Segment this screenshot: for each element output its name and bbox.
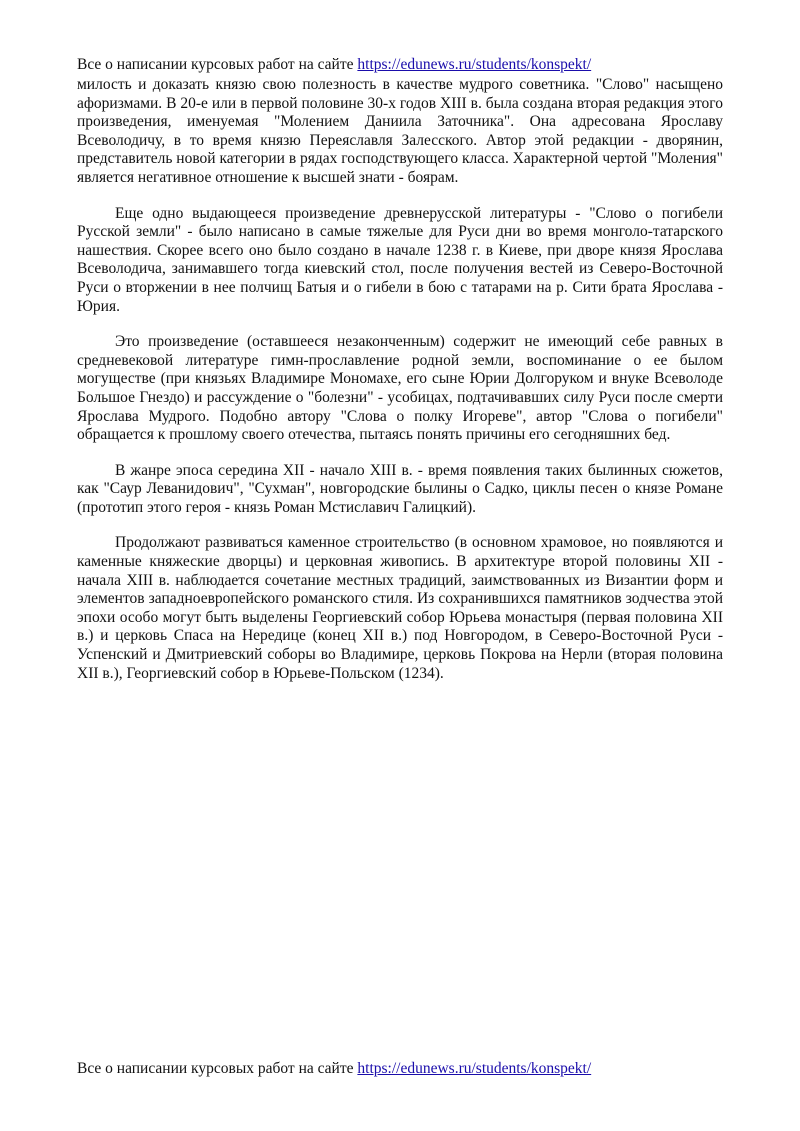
paragraph-5: Продолжают развиваться каменное строительство (в основном храмовое, но появляются и каменные княжеские дворцы) и церковная живопись. В архитектуре второй половины XII - начала XIII в. наблюдается сочетание местных традиций, заимствованных из Византии форм и элементов западноевропейского романского стиля. Из сохранившихся памятников зодчества этой эпохи особо могут быть выделены Георгиевский собор Юрьева монастыря (первая половина XII в.) и церковь Спаса на Нередице (конец XII в.) под Новгородом, в Северо-Восточной Руси - Успенский и Дмитриевский соборы во Владимире, церковь Покрова на Нерли (вторая половина XII в.), Георгиевский собор в Юрьеве-Польском (1234). [77, 534, 723, 682]
paragraph-3: Это произведение (оставшееся незаконченным) содержит не имеющий себе равных в средневековой литературе гимн-прославление родной земли, воспоминание о ее былом могуществе (при князьях Владимире Мономахе, его сыне Юрии Долгоруком и внуке Всеволоде Большое Гнездо) и рассуждение о "болезни" - усобицах, подтачивавших силу Руси после смерти Ярослава Мудрого. Подобно автору "Слова о полку Игореве", автор "Слова о погибели" обращается к прошлому своего отечества, пытаясь понять причины его сегодняшних бед. [77, 333, 723, 444]
paragraph-4: В жанре эпоса середина XII - начало XIII в. - время появления таких былинных сюжетов, как "Саур Леванидович", "Сухман", новгородские былины о Садко, циклы песен о князе Романе (прототип этого героя - князь Роман Мстиславич Галицкий). [77, 461, 723, 516]
page-header [77, 55, 591, 74]
footer-site-link[interactable]: https://edunews.ru/students/konspekt/ [357, 1060, 592, 1077]
paragraph-2: Еще одно выдающееся произведение древнерусской литературы - "Слово о погибели Русской земли" - было написано в самые тяжелые для Руси дни во время монголо-татарского нашествия. Скорее всего оно было создано в начале 1238 г. в Киеве, при дворе князя Ярослава Всеволодича, занимавшего тогда киевский стол, после получения вестей из Северо-Восточной Руси о вторжении в нее полчищ Батыя и о гибели в бою с татарами на р. Сити брата Ярослава - Юрия. [77, 204, 723, 315]
footer-text: Все о написании курсовых работ на сайте [77, 1060, 358, 1077]
document-body [77, 76, 723, 700]
page-footer [77, 1059, 591, 1078]
header-site-link[interactable]: https://edunews.ru/students/konspekt/ [357, 56, 592, 73]
paragraph-1: милость и доказать князю свою полезность в качестве мудрого советника. "Слово" насыщено афоризмами. В 20-е или в первой половине 30-х годов XIII в. была создана вторая редакция этого произведения, именуемая "Молением Даниила Заточника". Она адресована Ярославу Всеволодичу, в то время князю Переяславля Залесского. Автор этой редакции - дворянин, представитель новой категории в рядах господствующего класса. Характерной чертой "Моления" является негативное отношение к высшей знати - боярам. [77, 76, 723, 186]
header-text: Все о написании курсовых работ на сайте [77, 56, 358, 73]
